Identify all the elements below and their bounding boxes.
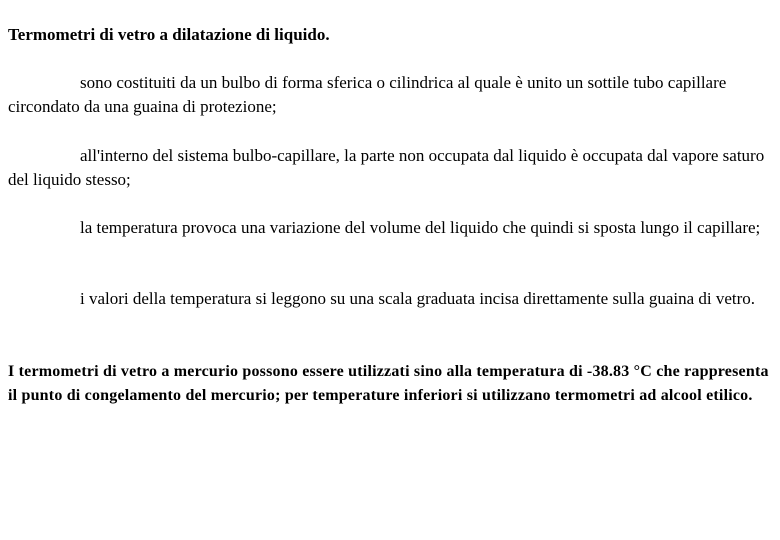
document-title: Termometri di vetro a dilatazione di liquido.	[8, 25, 330, 44]
paragraph-volume-variation: la temperatura provoca una variazione del volume del liquido che quindi si sposta lungo il capillare;	[80, 218, 761, 237]
paragraph-saturated-vapor: all'interno del sistema bulbo-capillare, la parte non occupata dal liquido è occupata dal vapore saturo del liquido stesso;	[8, 146, 765, 189]
mercury-note: I termometri di vetro a mercurio possono essere utilizzati sino alla temperatura di -38.83 °C che rappresenta il punto di congelamento del mercurio; per temperature inferiori si utilizzano termometri ad alcool etilico.	[8, 363, 769, 404]
paragraph-bulb-description: sono costituiti da un bulbo di forma sferica o cilindrica al quale è unito un sottile tubo capillare circondato da una guaina di protezione;	[8, 73, 727, 116]
paragraph-graduated-scale: i valori della temperatura si leggono su una scala graduata incisa direttamente sulla guaina di vetro.	[80, 289, 756, 308]
